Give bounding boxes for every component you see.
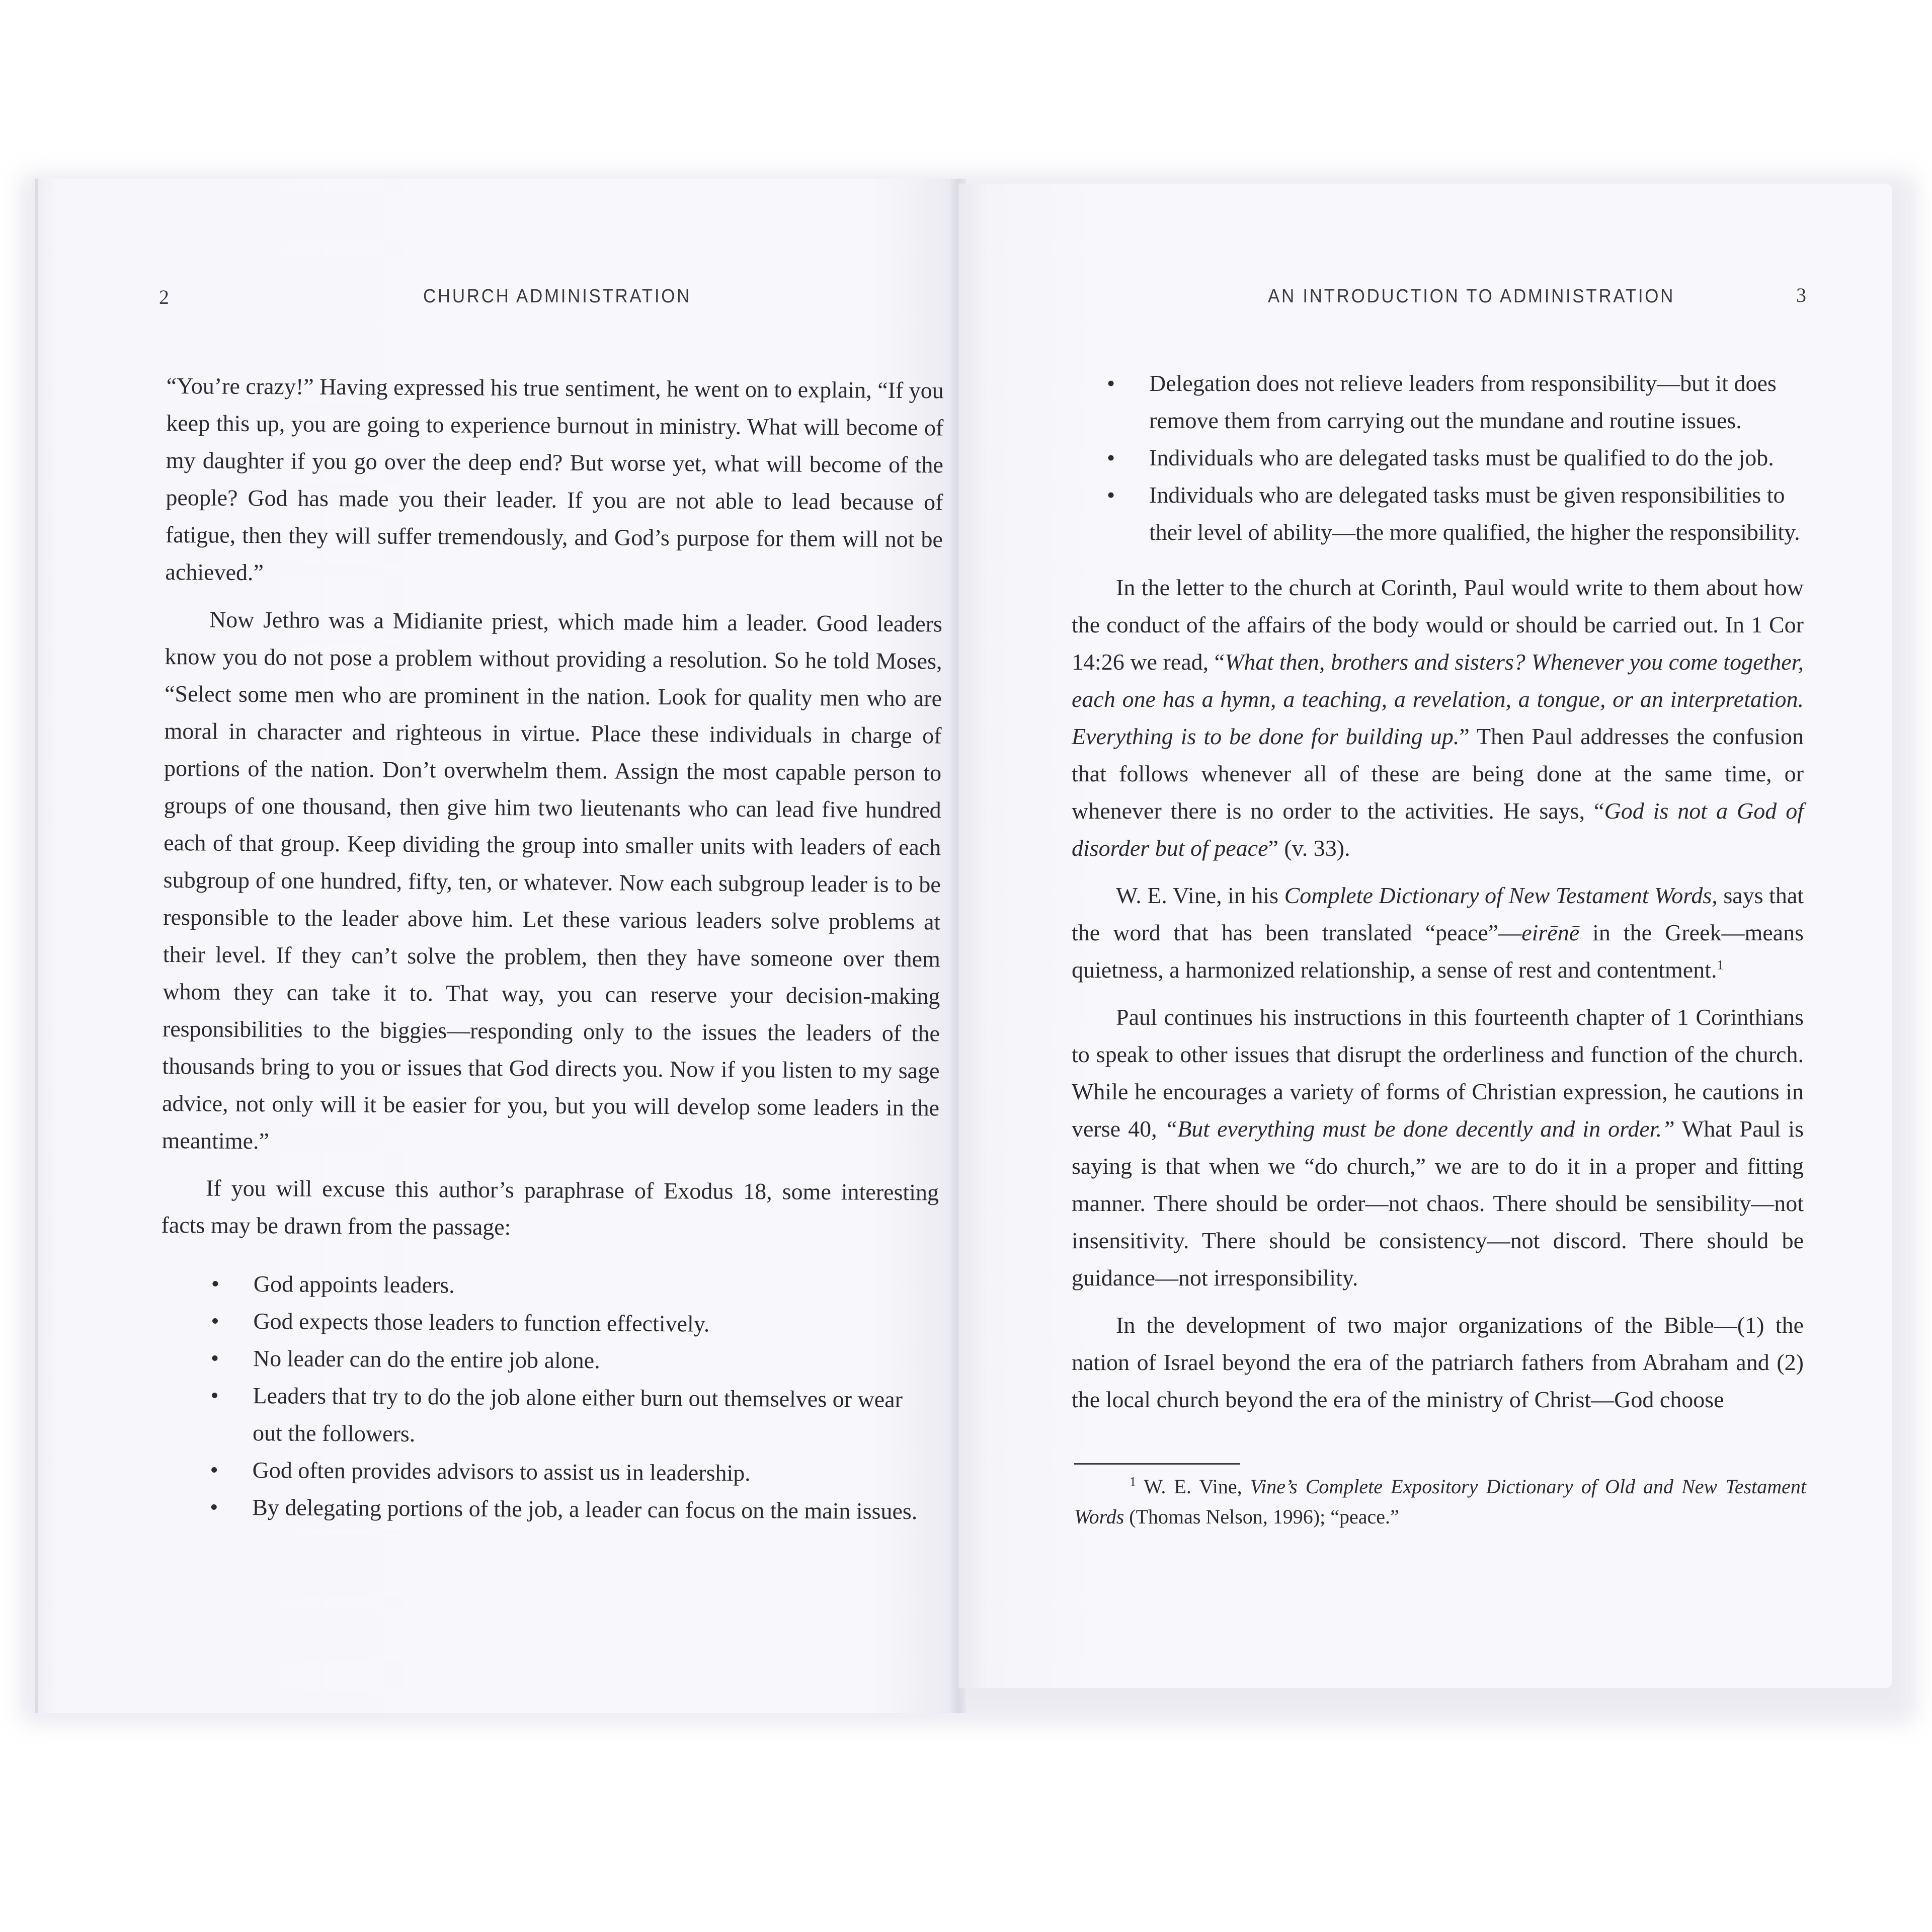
footnote-title: Vine’s Complete Expository Dictionary of Old and New Testament Words <box>1074 1475 1807 1528</box>
list-item <box>1107 476 1804 551</box>
delegation-bullet-list <box>1072 365 1804 551</box>
bullet-icon: • <box>1107 370 1115 396</box>
left-page <box>35 179 961 1713</box>
right-page-number: 3 <box>1796 284 1806 306</box>
bullet-icon: • <box>211 1270 220 1297</box>
list-item-text: Individuals who are delegated tasks must be qualified to do the job. <box>1149 445 1774 470</box>
bullet-icon: • <box>211 1308 219 1334</box>
list-item-text: God expects those leaders to function effectively. <box>253 1308 710 1337</box>
left-running-head: CHURCH ADMINISTRATION <box>423 286 692 307</box>
footnote-reference[interactable]: 1 <box>1717 957 1724 973</box>
list-item <box>210 1452 937 1493</box>
bullet-icon: • <box>210 1494 218 1520</box>
left-body-text <box>159 367 944 1530</box>
list-item-text: God often provides advisors to assist us in leadership. <box>252 1457 751 1486</box>
vine-intro: W. E. Vine, in his <box>1116 882 1284 908</box>
vine-end: in the Greek—means quietness, a harmonized relationship, a sense of rest and contentment. <box>1072 920 1804 983</box>
list-item <box>211 1303 938 1344</box>
corinth-quote-1: What then, brothers and sisters? Whenever you come together, each one has a hymn, a teaching, a revelation, a tongue, or an interpretation. Everything is to be done for building up. <box>1072 649 1804 749</box>
paragraph-jethro-speech: “You’re crazy!” Having expressed his true sentiment, he went on to explain, “If you keep this up, you are going to experience burnout in ministry. What will become of my daughter if you go over the deep end? But worse yet, what will become of the people? God has made you their leader. If you are not able to lead because of fatigue, then they will suffer tremendously, and God’s purpose for them will not be achieved.” <box>165 372 944 586</box>
paragraph-paul-continues <box>1072 999 1804 1297</box>
paul-intro: Paul continues his instructions in this fourteenth chapter of 1 Corinthians to speak to other issues that disrupt the orderliness and function of the church. While he encourages a variety of forms of Christian expression, he cautions in verse 40, <box>1072 1004 1804 1142</box>
paragraph-development: In the development of two major organizations of the Bible—(1) the nation of Israel beyond the era of the patriarch fathers from Abraham and (2) the local church beyond the era of the ministry of Christ—God choose <box>1072 1312 1804 1412</box>
list-item-text: By delegating portions of the job, a leader can focus on the main issues. <box>252 1494 918 1524</box>
vine-middle: says that the word that has been translated “peace”— <box>1072 882 1804 945</box>
corinth-intro: In the letter to the church at Corinth, Paul would write to them about how the conduct of the affairs of the body would or should be carried out. In 1 Cor 14:26 we read, “ <box>1072 575 1804 675</box>
bullet-icon: • <box>1107 445 1115 470</box>
corinth-quote-2: God is not a God of disorder but of peace <box>1072 798 1804 861</box>
paragraph-jethro-advice: Now Jethro was a Midianite priest, which made him a leader. Good leaders know you do not pose a problem without providing a resolution. So he told Moses, “Select some men who are prominent in the nation. Look for quality men who are moral in character and righteous in virtue. Place these individuals in charge of portions of the nation. Don’t overwhelm them. Assign the most capable person to groups of one thousand, then give him two lieutenants who can lead five hundred each of that group. Keep dividing the group into smaller units with leaders of each subgroup of one hundred, fifty, ten, or whatever. Now each subgroup leader is to be responsible to the leader above him. Let these various leaders solve problems at their level. If they can’t solve the problem, then they have someone over them whom they can take it to. That way, you can reserve your decision-making responsibilities to the biggies—responding only to the issues the leaders of the thousands bring to you or issues that God directs you. Now if you listen to my sage advice, not only will it be easier for you, but you will develop some leaders in the meantime.” <box>162 606 943 1154</box>
list-item <box>211 1265 938 1307</box>
facts-bullet-list <box>159 1265 938 1530</box>
list-item <box>1107 439 1804 476</box>
bullet-icon: • <box>1107 482 1115 508</box>
footnote-publisher: (Thomas Nelson, 1996); “peace.” <box>1124 1505 1399 1528</box>
list-item-text: God appoints leaders. <box>253 1271 455 1298</box>
right-running-head: AN INTRODUCTION TO ADMINISTRATION <box>1268 286 1675 307</box>
bullet-icon: • <box>210 1457 218 1483</box>
list-item-text: Individuals who are delegated tasks must be given responsibilities to their level of ability—the more qualified, the higher the responsibility. <box>1149 482 1800 545</box>
vine-book-title: Complete Dictionary of New Testament Words, <box>1284 882 1718 908</box>
bullet-icon: • <box>210 1382 219 1408</box>
list-item-text: Delegation does not relieve leaders from responsibility—but it does remove them from carrying out the mundane and routine issues. <box>1149 370 1777 433</box>
corinth-end: ” (v. 33). <box>1268 835 1350 861</box>
paragraph-vine <box>1072 877 1804 989</box>
footnote <box>1074 1472 1806 1532</box>
left-page-number: 2 <box>159 286 169 308</box>
paragraph-corinth <box>1072 569 1804 867</box>
right-body-text <box>1072 365 1804 1428</box>
list-item-text: No leader can do the entire job alone. <box>253 1345 600 1374</box>
footnote-divider <box>1074 1463 1240 1465</box>
list-item <box>211 1340 938 1382</box>
greek-word: eirēnē <box>1521 920 1580 945</box>
list-item <box>210 1489 937 1531</box>
paul-quote: “But everything must be done decently and in order.” <box>1164 1116 1675 1142</box>
paul-end: What Paul is saying is that when we “do church,” we are to do it in a proper and fitting manner. There should be order—not chaos. There should be sensibility—not insensitivity. There should be consistency—not discord. There should be guidance—not irresponsibility. <box>1072 1116 1804 1291</box>
list-item <box>1107 365 1804 439</box>
right-page <box>958 184 1892 1688</box>
corinth-middle: ” Then Paul addresses the confusion that follows whenever all of these are being done at the same time, or whenever there is no order to the activities. He says, “ <box>1072 723 1804 824</box>
list-item-text: Leaders that try to do the job alone either burn out themselves or wear out the followers. <box>252 1383 903 1447</box>
footnote-author: W. E. Vine, <box>1136 1475 1250 1498</box>
footnote-number: 1 <box>1130 1474 1136 1489</box>
bullet-icon: • <box>210 1345 219 1371</box>
list-item <box>210 1377 938 1456</box>
paragraph-exodus-facts: If you will excuse this author’s paraphrase of Exodus 18, some interesting facts may be drawn from the passage: <box>161 1175 939 1240</box>
